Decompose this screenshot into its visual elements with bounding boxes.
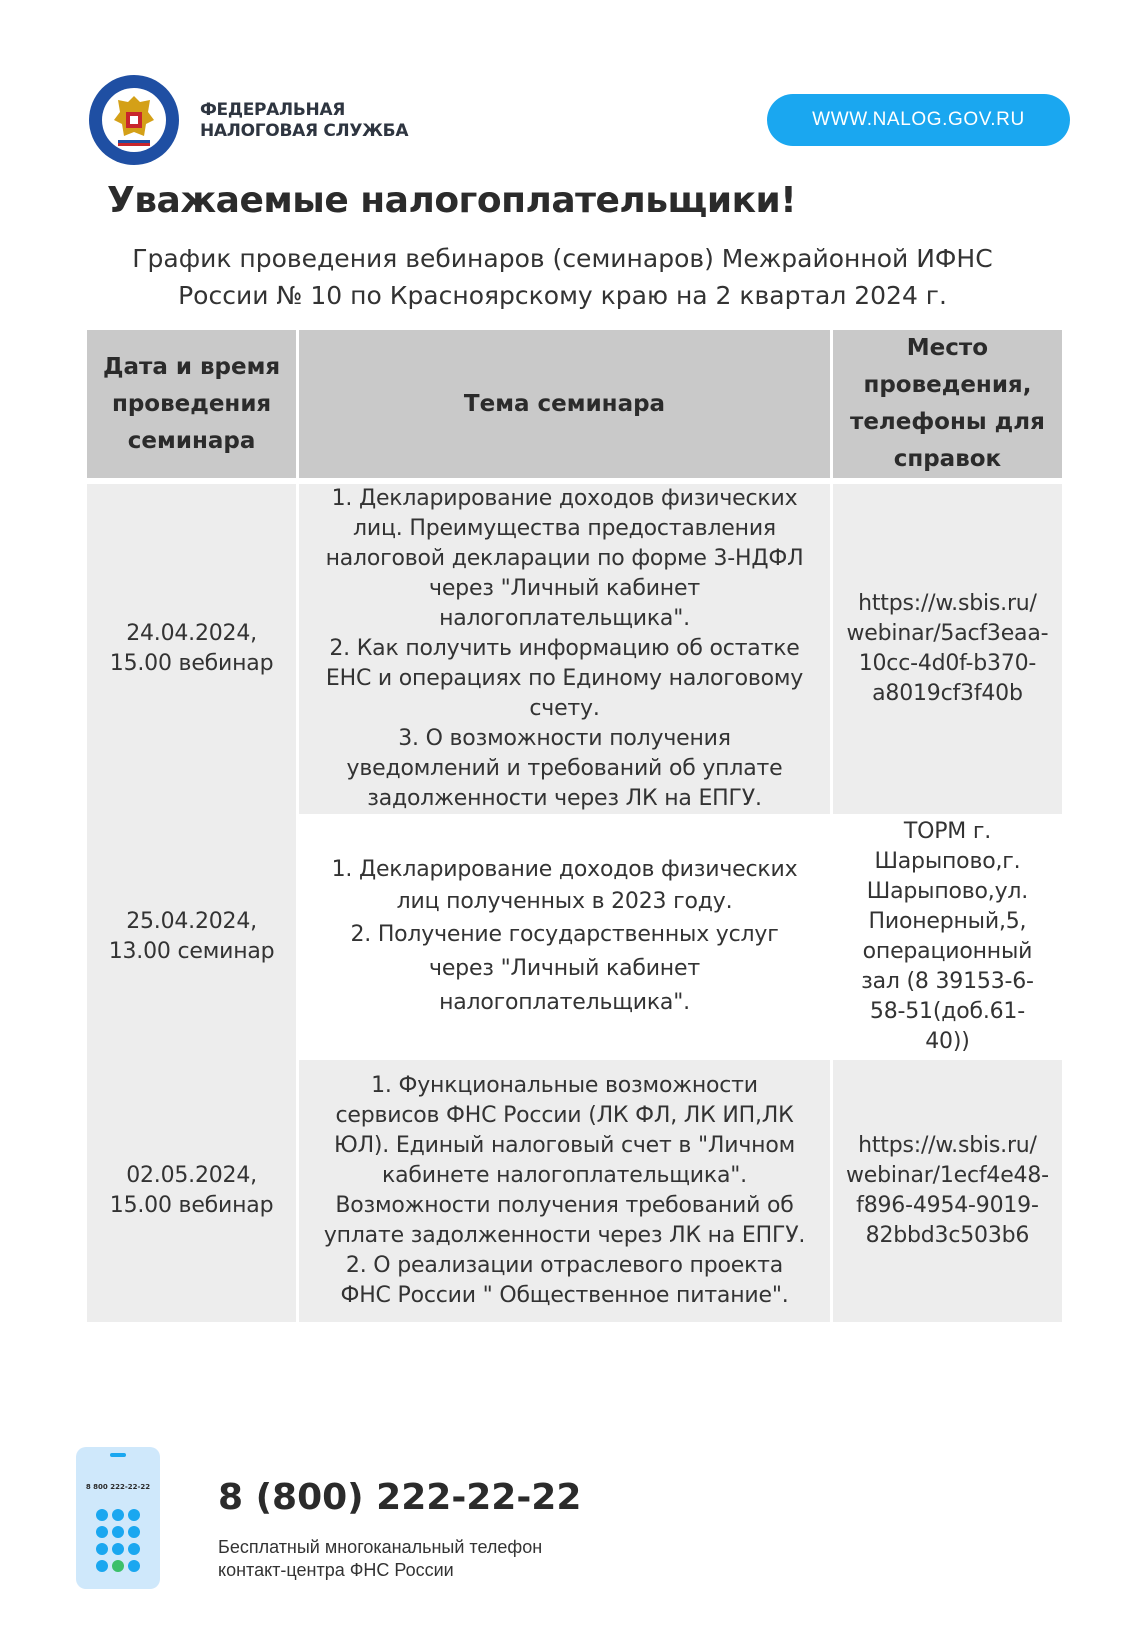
org-name-line-2: НАЛОГОВАЯ СЛУЖБА [200,121,409,141]
table-row [87,1060,1062,1322]
header-place [833,330,1062,478]
header-place-line: справок [893,446,1002,472]
schedule-table [84,330,1065,1322]
topic-line: сервисов ФНС России (ЛК ФЛ, ЛК ИП,ЛК [335,1103,794,1128]
topic-line: 3. О возможности получения [398,726,731,751]
webinar-link[interactable]: https://w.sbis.ru/ [858,1133,1037,1158]
subtitle-line: График проведения вебинаров (семинаров) Межрайонной ИФНС [132,244,993,273]
hotline-number[interactable]: 8 (800) 222-22-22 [218,1477,582,1518]
place-line: Шарыпово,ул. [866,879,1029,904]
topic-line: 1. Декларирование доходов физических [331,857,798,882]
topic-line: ЮЛ). Единый налоговый счет в "Личном [334,1133,795,1158]
topic-line: задолженности через ЛК на ЕПГУ. [367,786,762,811]
row-date [87,484,296,814]
header-topic [299,330,830,478]
row-place [833,814,1062,1060]
date-line: 24.04.2024, [126,621,257,646]
topic-line: кабинете налогоплательщика". [382,1163,747,1188]
row-date [87,1060,296,1322]
webinar-link[interactable]: webinar/5acf3eaa- [846,621,1049,646]
phone-keypad-icon [76,1447,160,1589]
topic-line: уплате задолженности через ЛК на ЕПГУ. [323,1223,806,1248]
topic-line: налогоплательщика". [439,990,690,1015]
topic-line: 1. Функциональные возможности [371,1073,758,1098]
topic-line: 2. Получение государственных услуг [350,922,779,947]
date-line: 13.00 семинар [108,939,275,964]
fns-emblem-icon [88,74,180,166]
place-line: ТОРМ г. [903,819,992,844]
topic-line: Возможности получения требований об [335,1193,794,1218]
header-place-line: Место [906,335,989,361]
place-line: Пионерный,5, [868,909,1027,934]
topic-line: через "Личный кабинет [429,576,700,601]
place-line: Шарыпово,г. [874,849,1021,874]
header-place-line: телефоны для [849,409,1045,435]
date-line: 15.00 вебинар [109,1193,274,1218]
header-date [87,330,296,478]
webinar-link[interactable]: f896-4954-9019- [856,1193,1039,1218]
webinar-link[interactable]: 10cc-4d0f-b370- [858,651,1037,676]
header-topic-line: Тема семинара [463,390,666,417]
header-place-line: проведения, [863,372,1032,398]
table-header-row [87,330,1062,478]
page-header [0,0,1125,180]
row-place [833,484,1062,814]
table-row [87,484,1062,814]
hotline-desc-line: контакт-центра ФНС России [218,1560,454,1580]
header-date-line: проведения [111,390,272,417]
webinar-link[interactable]: a8019cf3f40b [872,681,1023,706]
topic-line: уведомлений и требований об уплате [346,756,783,781]
row-topic [299,484,830,814]
org-name-line-1: ФЕДЕРАЛЬНАЯ [200,100,346,120]
phone-icon-label: 8 800 222-22-22 [85,1483,151,1491]
topic-line: 1. Декларирование доходов физических [331,486,798,511]
topic-line: счету. [529,696,600,721]
topic-line: налоговой декларации по форме 3-НДФЛ [325,546,804,571]
topic-line: ЕНС и операциях по Единому налоговому [325,666,804,691]
header-date-line: семинара [127,427,256,454]
place-line: 40)) [925,1029,970,1054]
topic-line: 2. Как получить информацию об остатке [329,636,800,661]
webinar-link[interactable]: https://w.sbis.ru/ [858,591,1037,616]
table-row [87,814,1062,1060]
row-topic [299,814,830,1060]
header-date-line: Дата и время [102,353,281,380]
topic-line: лиц полученных в 2023 году. [396,889,733,914]
date-line: 15.00 вебинар [109,651,274,676]
org-name [200,100,420,142]
page-title: Уважаемые налогоплательщики! [107,180,797,221]
topic-line: 2. О реализации отраслевого проекта [345,1253,784,1278]
hotline-desc-line: Бесплатный многоканальный телефон [218,1537,543,1557]
website-link[interactable]: WWW.NALOG.GOV.RU [767,94,1070,146]
place-line: 58-51(доб.61- [869,999,1025,1024]
topic-line: налогоплательщика". [439,606,690,631]
topic-line: через "Личный кабинет [429,956,700,981]
topic-line: ФНС России " Общественное питание". [340,1283,789,1308]
row-date [87,814,296,1060]
place-line: зал (8 39153-6- [861,969,1034,994]
hotline-description [218,1536,638,1582]
webinar-link[interactable]: 82bbd3c503b6 [865,1223,1030,1248]
page-subtitle [80,240,1045,314]
topic-line: лиц. Преимущества предоставления [353,516,776,541]
row-topic [299,1060,830,1322]
date-line: 25.04.2024, [126,909,257,934]
place-line: операционный [862,939,1033,964]
row-place [833,1060,1062,1322]
date-line: 02.05.2024, [126,1163,257,1188]
subtitle-line: России № 10 по Красноярскому краю на 2 квартал 2024 г. [178,281,947,310]
webinar-link[interactable]: webinar/1ecf4e48- [845,1163,1049,1188]
